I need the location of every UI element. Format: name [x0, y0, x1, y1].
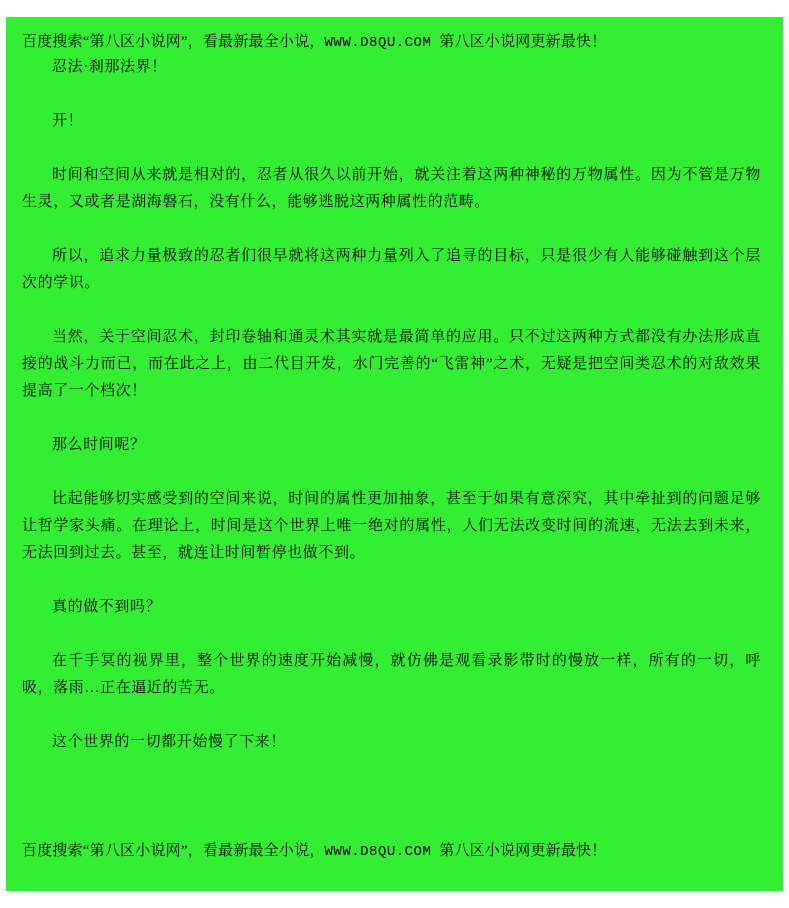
site-banner-bottom [22, 840, 606, 863]
banner-top-suffix: 第八区小说网更新最快！ [439, 34, 607, 50]
banner-bottom-suffix: 第八区小说网更新最快！ [439, 843, 607, 859]
paragraph: 当然，关于空间忍术，封印卷轴和通灵术其实就是最简单的应用。只不过这两种方式都没有办法形成直接的战斗力而已，而在此之上，由二代目开发，水门完善的“飞雷神”之术，无疑是把空间类忍术的对敌效果提高了一个档次！ [22, 329, 761, 399]
paragraph: 时间和空间从来就是相对的，忍者从很久以前开始，就关注着这两种神秘的万物属性。因为不管是万物生灵，又或者是湖海磐石，没有什么，能够逃脱这两种属性的范畴。 [22, 167, 761, 210]
paragraph: 在千手冥的视界里，整个世界的速度开始减慢，就仿佛是观看录影带时的慢放一样，所有的一切，呼吸，落雨…正在逼近的苦无。 [22, 653, 761, 696]
paragraph: 真的做不到吗？ [52, 599, 162, 615]
banner-bottom-url[interactable]: WWW.D8QU.COM [324, 844, 432, 860]
paragraph: 开！ [52, 113, 84, 129]
banner-bottom-prefix: 百度搜索“第八区小说网”，看最新最全小说， [22, 843, 325, 859]
novel-content-area [6, 17, 783, 891]
chapter-body [22, 54, 761, 756]
paragraph: 那么时间呢？ [52, 437, 146, 453]
banner-top-prefix: 百度搜索“第八区小说网”，看最新最全小说， [22, 34, 325, 50]
site-banner-top [22, 31, 761, 54]
paragraph: 忍法·刹那法界！ [52, 59, 167, 75]
paragraph: 这个世界的一切都开始慢了下来！ [52, 734, 287, 750]
banner-top-url[interactable]: WWW.D8QU.COM [324, 35, 432, 51]
paragraph: 比起能够切实感受到的空间来说，时间的属性更加抽象，甚至于如果有意深究，其中牵扯到的问题足够让哲学家头痛。在理论上，时间是这个世界上唯一绝对的属性，人们无法改变时间的流速，无法去到未来，无法回到过去。甚至，就连让时间暂停也做不到。 [22, 491, 761, 561]
paragraph: 所以，追求力量极致的忍者们很早就将这两种力量列入了追寻的目标，只是很少有人能够碰触到这个层次的学识。 [22, 248, 761, 291]
